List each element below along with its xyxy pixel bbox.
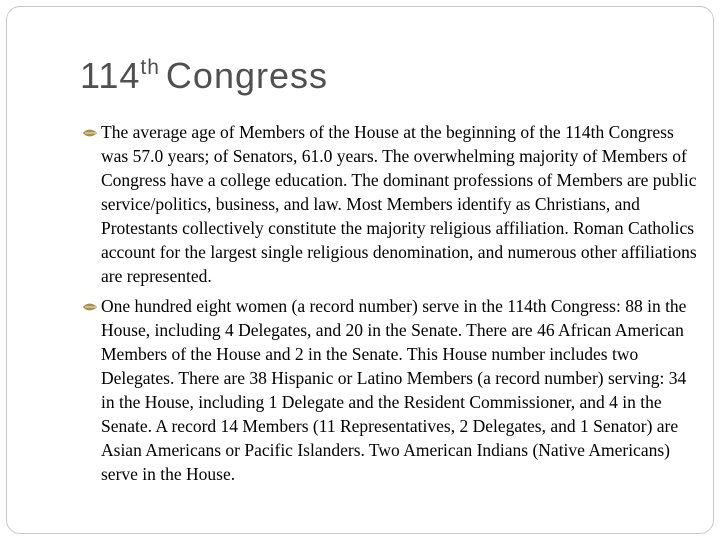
- leaf-bullet-icon: [82, 302, 98, 312]
- leaf-bullet-icon: [82, 128, 98, 138]
- title-number: 114: [80, 55, 141, 96]
- bullet-list: [80, 120, 700, 492]
- title-word: Congress: [165, 55, 328, 96]
- bullet-item: [80, 294, 700, 486]
- slide-title: [80, 55, 328, 96]
- bullet-text: One hundred eight women (a record number) serve in the 114th Congress: 88 in the House, including 4 Delegates, and 20 in the Senate. There are 46 African American Members of the House and 2 in the Senate. This House number includes two Delegates. There are 38 Hispanic or Latino Members (a record number) serving: 34 in the House, including 1 Delegate and the Resident Commissioner, and 4 in the Senate. A record 14 Members (11 Representatives, 2 Delegates, and 1 Senator) are Asian Americans or Pacific Islanders. Two American Indians (Native Americans) serve in the House.: [101, 296, 687, 484]
- bullet-item: [80, 120, 700, 288]
- title-ordinal-suffix: th: [140, 56, 160, 79]
- bullet-text: The average age of Members of the House at the beginning of the 114th Congress was 57.0 years; of Senators, 61.0 years. The overwhelming majority of Members of Congress have a college education. The dominant professions of Members are public service/politics, business, and law. Most Members identify as Christians, and Protestants collectively constitute the majority religious affiliation. Roman Catholics account for the largest single religious denomination, and numerous other affiliations are represented.: [101, 122, 697, 286]
